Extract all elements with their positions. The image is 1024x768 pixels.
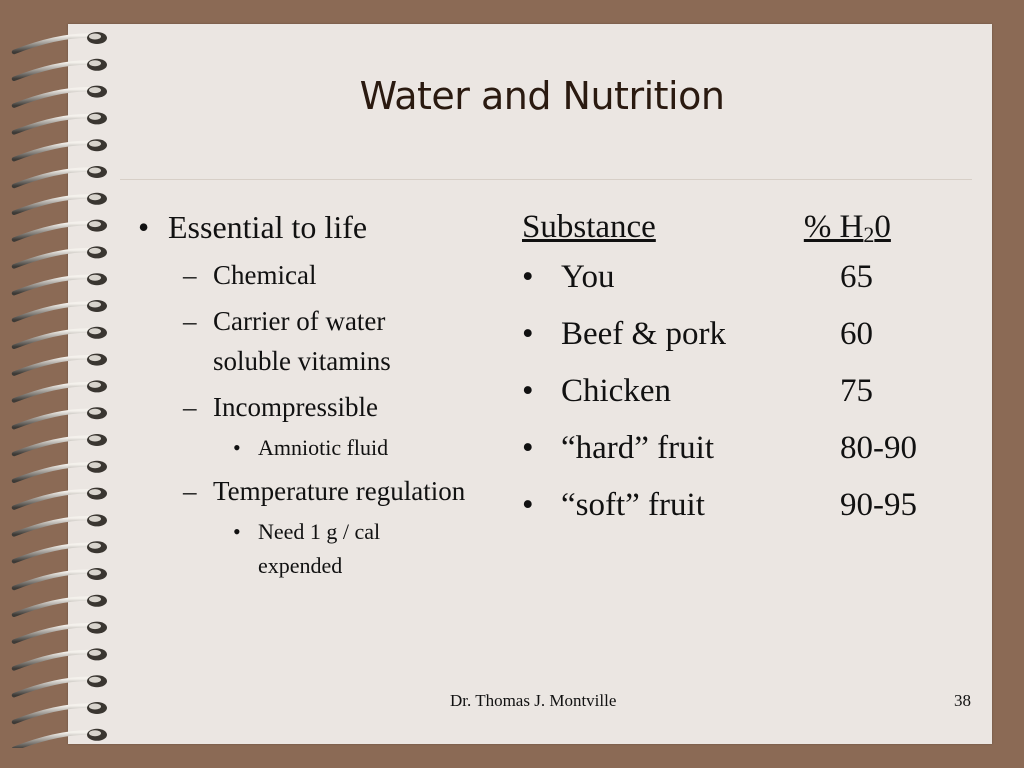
subbullet-temperature	[128, 471, 468, 511]
bullet-dot-icon: •	[522, 487, 534, 523]
row-value: 65	[840, 259, 873, 295]
slide-title: Water and Nutrition	[359, 74, 725, 118]
dash-icon: –	[183, 260, 197, 290]
table-row	[522, 477, 962, 534]
dash-icon: –	[183, 306, 197, 336]
bullet-dot-icon: •	[522, 259, 534, 295]
subsubbullet-amniotic	[128, 431, 468, 465]
header-substance: Substance	[522, 209, 656, 245]
header-subscript: 2	[863, 222, 875, 247]
bullet-essential	[128, 205, 468, 249]
dash-icon: –	[183, 476, 197, 506]
row-name: You	[561, 259, 615, 295]
subbullet-incompressible	[128, 387, 468, 427]
row-value: 80-90	[840, 430, 917, 466]
bullet-dot-icon: •	[522, 430, 534, 466]
left-bullet-list	[128, 205, 468, 583]
bullet-text: Essential to life	[168, 209, 368, 245]
bullet-dot-icon: •	[138, 209, 150, 245]
bullet-dot-icon: •	[522, 373, 534, 409]
header-percent-h: % H	[803, 209, 864, 245]
row-name: Beef & pork	[561, 316, 726, 352]
row-name: Chicken	[561, 373, 671, 409]
water-content-table	[522, 205, 962, 534]
row-value: 60	[840, 316, 873, 352]
footer-page-number: 38	[954, 691, 971, 710]
bullet-dot-icon: •	[522, 316, 534, 352]
row-name: “soft” fruit	[561, 487, 705, 523]
subbullet-text: Temperature regulation	[213, 476, 466, 506]
row-name: “hard” fruit	[561, 430, 714, 466]
bullet-dot-icon: •	[233, 519, 241, 544]
table-header	[522, 205, 962, 249]
footer-author: Dr. Thomas J. Montville	[450, 691, 617, 710]
table-row	[522, 363, 962, 420]
subbullet-text: Incompressible	[213, 392, 378, 422]
subsubbullet-need	[128, 515, 468, 583]
table-row	[522, 249, 962, 306]
row-value: 75	[840, 373, 873, 409]
table-row	[522, 420, 962, 477]
bullet-dot-icon: •	[233, 435, 241, 460]
header-end: 0	[874, 209, 891, 245]
subbullet-text: Chemical	[213, 260, 317, 290]
title-divider	[120, 179, 972, 180]
table-row	[522, 306, 962, 363]
row-value: 90-95	[840, 487, 917, 523]
subbullet-chemical	[128, 255, 468, 295]
subsubbullet-text: Need 1 g / cal expended	[258, 519, 381, 578]
subbullet-carrier	[128, 301, 468, 381]
subbullet-text: Carrier of water soluble vitamins	[213, 306, 391, 376]
dash-icon: –	[183, 392, 197, 422]
subsubbullet-text: Amniotic fluid	[258, 435, 389, 460]
